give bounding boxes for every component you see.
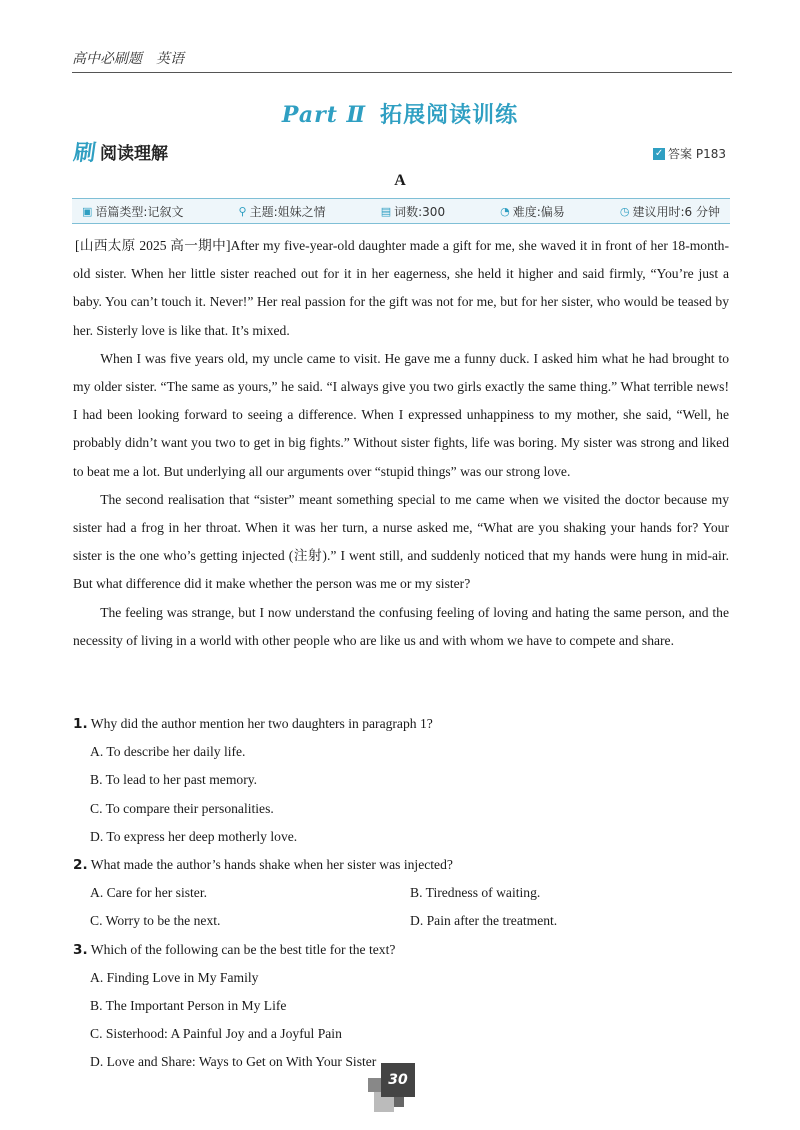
question-3-option-c: C. Sisterhood: A Painful Joy and a Joyful Pain	[90, 1026, 342, 1042]
info-genre-text: 语篇类型:记叙文	[95, 204, 184, 219]
clock-icon: ◷	[619, 204, 630, 218]
page-number-decoration	[394, 1097, 404, 1107]
info-suggested-time-text: 建议用时:6 分钟	[632, 204, 720, 219]
passage-paragraph-2: When I was five years old, my uncle came to visit. He gave me a funny duck. I asked him what he had brought to my older sister. “The same as yours,” he said. “I always give you two girls exactly the same thing.” What terrible news! I had been looking forward to seeing a difference. When I expressed unhappiness to my mother, she said, “Well, he probably didn’t want you two to get in big fights.” Without sister fights, life was boring. My sister was strong and liked to beat me a lot. But underlying all our arguments over “stupid things” was our strong love.	[73, 350, 729, 479]
part-number: Part Ⅱ	[281, 102, 367, 128]
question-2-options-row-2	[73, 907, 729, 935]
question-list	[73, 710, 729, 1077]
header-divider	[72, 72, 732, 73]
question-2-options-row-1	[73, 879, 729, 907]
question-3-option-d: D. Love and Share: Ways to Get on With Your Sister	[90, 1054, 377, 1070]
book-icon: ▤	[380, 204, 392, 218]
reading-passage	[73, 232, 729, 655]
question-3-option-a: A. Finding Love in My Family	[90, 969, 259, 985]
passage-letter: A	[394, 172, 406, 189]
question-stem: Which of the following can be the best title for the text?	[90, 941, 396, 957]
passage-paragraph-3: The second realisation that “sister” meant something special to me came when we visited the doctor because my sister had a frog in her throat. When it was her turn, a nurse asked me, “What are you shaking your hands for? Your sister is the one who’s getting injected (注射).” I went still, and suddenly noticed that my hands were hung in mid-air. But what difference did it make whether the person was me or my sister?	[73, 491, 729, 592]
search-icon: ⚲	[238, 204, 247, 218]
page-number: 30	[381, 1063, 415, 1097]
info-word-count	[381, 203, 445, 220]
document-icon: ▣	[82, 204, 93, 218]
part-title-text: 拓展阅读训练	[380, 103, 519, 128]
question-number: 2.	[73, 857, 88, 874]
answer-reference-text: 答案 P183	[668, 147, 726, 161]
info-theme	[239, 203, 326, 220]
question-2-option-b: B. Tiredness of waiting.	[410, 885, 541, 901]
info-difficulty	[500, 203, 565, 220]
question-2	[73, 851, 729, 879]
question-2-option-d: D. Pain after the treatment.	[410, 913, 558, 929]
question-1-option-d: D. To express her deep motherly love.	[90, 828, 298, 844]
passage-info-bar	[72, 198, 730, 224]
info-genre	[82, 203, 183, 220]
info-theme-text: 主题:姐妹之情	[249, 204, 326, 219]
question-1	[73, 710, 729, 738]
info-word-count-text: 词数:300	[394, 204, 446, 219]
question-2-option-a: A. Care for her sister.	[90, 885, 208, 901]
question-number: 1.	[73, 716, 88, 732]
question-number: 3.	[73, 941, 88, 958]
book-header-label: 高中必刷题 英语	[72, 51, 184, 67]
question-stem: Why did the author mention her two daughters in paragraph 1?	[90, 716, 433, 731]
page-number-decoration	[368, 1078, 382, 1092]
part-title	[0, 98, 800, 129]
question-stem: What made the author’s hands shake when her sister was injected?	[90, 857, 453, 873]
gauge-icon: ◔	[500, 204, 510, 218]
info-difficulty-text: 难度:偏易	[512, 204, 565, 219]
answer-reference	[653, 145, 726, 162]
section-title: 阅读理解	[100, 144, 169, 164]
question-1-option-b: B. To lead to her past memory.	[90, 772, 258, 788]
info-suggested-time	[620, 203, 720, 220]
passage-paragraph-4: The feeling was strange, but I now understand the confusing feeling of loving and hating the same person, and the necessity of living in a world with other people who are like us and with whom we have to compete and share.	[73, 604, 729, 648]
passage-paragraph-1: [山西太原 2025 高一期中]After my five-year-old daughter made a gift for me, she waved it in front of her 18-month-old sister. When her little sister reached out for it in her eagerness, she held it higher and said firmly, “You’re just a baby. You can’t touch it. Never!” Her real passion for the gift was not for me, but for her sister, who would be teased by her. Sisterly love is like that. It’s mixed.	[73, 238, 729, 338]
question-3	[73, 936, 729, 964]
question-1-option-a: A. To describe her daily life.	[90, 744, 246, 760]
section-heading	[71, 136, 169, 167]
section-badge: 刷	[71, 141, 98, 166]
question-3-option-b: B. The Important Person in My Life	[90, 998, 287, 1014]
check-icon: ✓	[654, 147, 664, 159]
question-1-option-c: C. To compare their personalities.	[90, 800, 274, 816]
question-2-option-c: C. Worry to be the next.	[90, 913, 221, 929]
